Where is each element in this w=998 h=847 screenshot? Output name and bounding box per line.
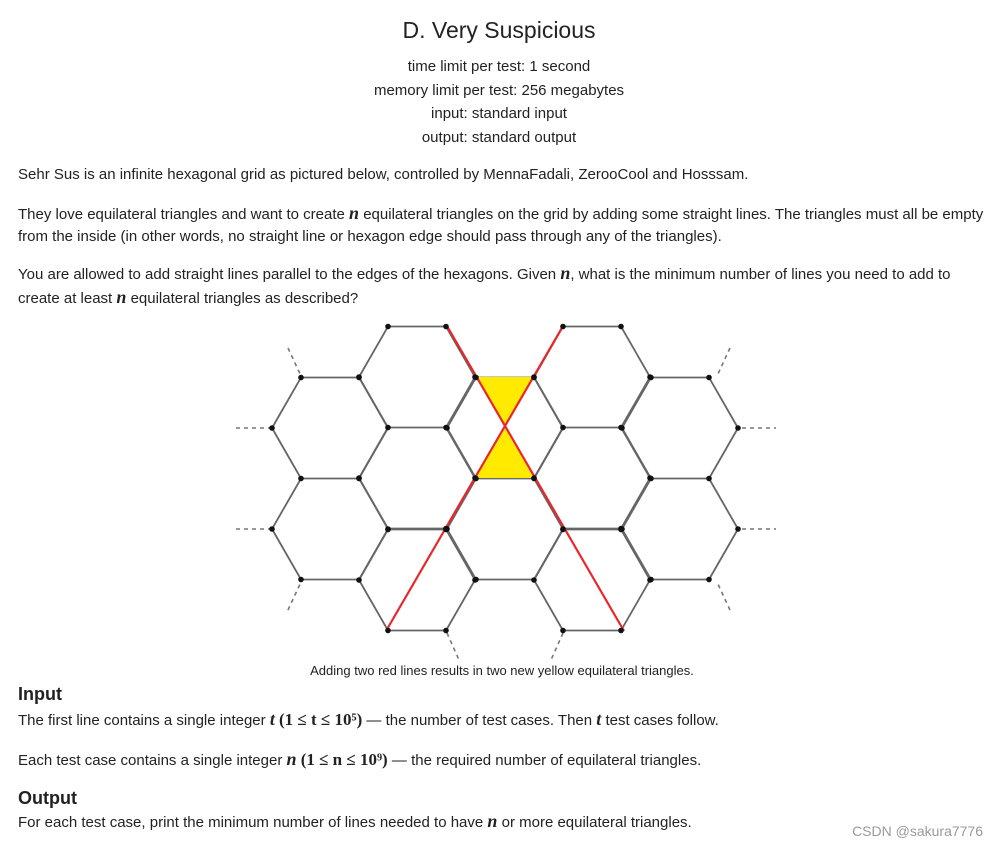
grid-vertex [385,324,391,330]
hexagon-edge [359,479,388,530]
grid-vertex [618,527,624,533]
grid-vertex [619,425,625,431]
hexagon-edge [446,580,475,631]
grid-vertex [298,476,304,482]
grid-vertex [298,577,304,583]
grid-vertex [531,577,537,583]
hexagon-edge [621,428,650,479]
grid-vertex [618,324,624,330]
hexagon-edge [446,327,475,378]
output-l1-before: For each test case, print the minimum number of lines needed to have [18,814,488,831]
grid-vertex [356,375,362,381]
hexagon-edge [359,327,388,378]
hexagon-edge [621,377,650,428]
p3-text-before: You are allowed to add straight lines parallel to the edges of the hexagons. Given [18,266,561,283]
input-heading: Input [18,684,62,704]
hexagon-edge [709,378,738,429]
var-n: n [487,811,498,831]
var-n: n [286,749,297,769]
grid-vertex [531,475,537,481]
input-line-1 [18,708,990,732]
grid-vertex [648,375,654,381]
input-line-2 [18,748,990,772]
dash-segment [447,633,459,660]
statement-paragraph-2 [18,202,990,248]
grid-vertex [560,527,566,533]
grid-vertex [298,375,304,381]
hexagon-edge [272,479,301,530]
p3-text-after: equilateral triangles as described? [126,290,359,307]
p3-text-mid: , what is the minimum number of lines you need to add to create at least [18,266,951,307]
grid-vertex [385,628,391,634]
grid-vertex [443,628,449,634]
grid-vertex [443,527,449,533]
var-t: t [596,709,602,729]
constraint-n: (1 ≤ n ≤ 10⁹) [300,750,388,769]
p2-text-after: equilateral triangles on the grid by adding some straight lines. The triangles must all be empty from the inside (in other words, no straight line or hexagon edge should pass through any of the triangles). [18,206,984,245]
hexagon-edge [447,378,476,429]
output-heading: Output [18,788,77,808]
grid-vertex [385,425,391,431]
grid-vertex [706,577,712,583]
hexagon-edge [359,530,388,581]
var-n: n [349,203,360,223]
grid-vertex [647,475,653,481]
grid-vertex [472,577,478,583]
dash-segment [717,582,730,610]
grid-vertex [473,375,479,381]
hexagon-edge [621,530,650,581]
yellow-triangle [476,377,534,428]
hexagon-edge [272,529,301,580]
grid-vertex [444,425,450,431]
time-limit: time limit per test: 1 second [407,58,591,75]
dash-segment [288,348,301,376]
hexagon-edge [621,478,650,529]
input-l1-end: test cases follow. [601,712,719,729]
hexagon-edge [359,378,388,429]
hexagon-edge [622,378,651,429]
figure-caption: Adding two red lines results in two new yellow equilateral triangles. [310,663,694,678]
output-line-1 [18,810,990,834]
yellow-triangle [476,428,534,478]
grid-vertex [618,628,624,634]
grid-vertex [531,375,537,381]
grid-vertex [560,628,566,634]
memory-limit: memory limit per test: 256 megabytes [373,82,625,99]
var-t: t [269,709,275,729]
hexagon-edge [272,428,301,479]
hexagon-edge [447,529,476,580]
input-l1-after: — the number of test cases. Then [362,712,597,729]
input-l2-after: — the required number of equilateral triangles. [387,752,702,769]
hexagon-edge [709,529,738,580]
hexagon-edge [359,580,388,631]
grid-vertex [356,577,362,583]
grid-vertex [735,425,741,431]
hexagon-edge [621,327,650,378]
statement-paragraph-1: Sehr Sus is an infinite hexagonal grid as pictured below, controlled by MennaFadali, ZerooCool and Hosssam. [18,166,749,183]
dash-segment [551,633,563,660]
hexagon-edges [272,327,738,631]
grid-vertex [560,425,566,431]
grid-vertex [443,324,449,330]
hexagon-edge [447,479,476,530]
hexagon-edge [534,530,563,581]
output-file: output: standard output [421,129,577,146]
grid-vertex [269,425,275,431]
grid-vertex [269,526,275,532]
hexagon-edge [534,378,563,429]
p2-text-before: They love equilateral triangles and want to create [18,206,350,223]
constraint-t: (1 ≤ t ≤ 10⁵) [279,710,363,729]
var-n: n [116,287,127,307]
hexagon-edge [446,428,475,479]
dash-segment [288,582,301,610]
var-n: n [560,263,571,283]
output-l1-after: or more equilateral triangles. [497,814,692,831]
statement-paragraph-3 [18,262,990,310]
hexagon-edge [534,479,563,530]
hexagon-edge [446,377,475,428]
grid-vertex [356,475,362,481]
input-l1-before: The first line contains a single integer [18,712,270,729]
hexagonal-grid-figure [230,318,780,663]
grid-vertex [647,577,653,583]
hexagon-edge [622,479,651,530]
dash-segment [717,348,730,376]
grid-vertex [706,476,712,482]
input-l2-before: Each test case contains a single integer [18,752,287,769]
grid-vertex [385,527,391,533]
hexagon-edge [446,530,475,581]
hexagon-edge [272,378,301,429]
hexagon-edge [709,479,738,530]
hexagon-edge [709,428,738,479]
hexagon-edge [359,428,388,479]
grid-vertex [735,526,741,532]
problem-title: D. Very Suspicious [402,17,596,43]
csdn-watermark: CSDN @sakura7776 [852,823,983,839]
hexagon-edge [622,529,651,580]
hexagon-edge [534,428,563,479]
hexagon-edge [621,580,650,631]
input-file: input: standard input [431,105,567,122]
grid-vertex [472,475,478,481]
grid-vertex [706,375,712,381]
grid-vertex [560,324,566,330]
hexagon-edge [534,580,563,631]
